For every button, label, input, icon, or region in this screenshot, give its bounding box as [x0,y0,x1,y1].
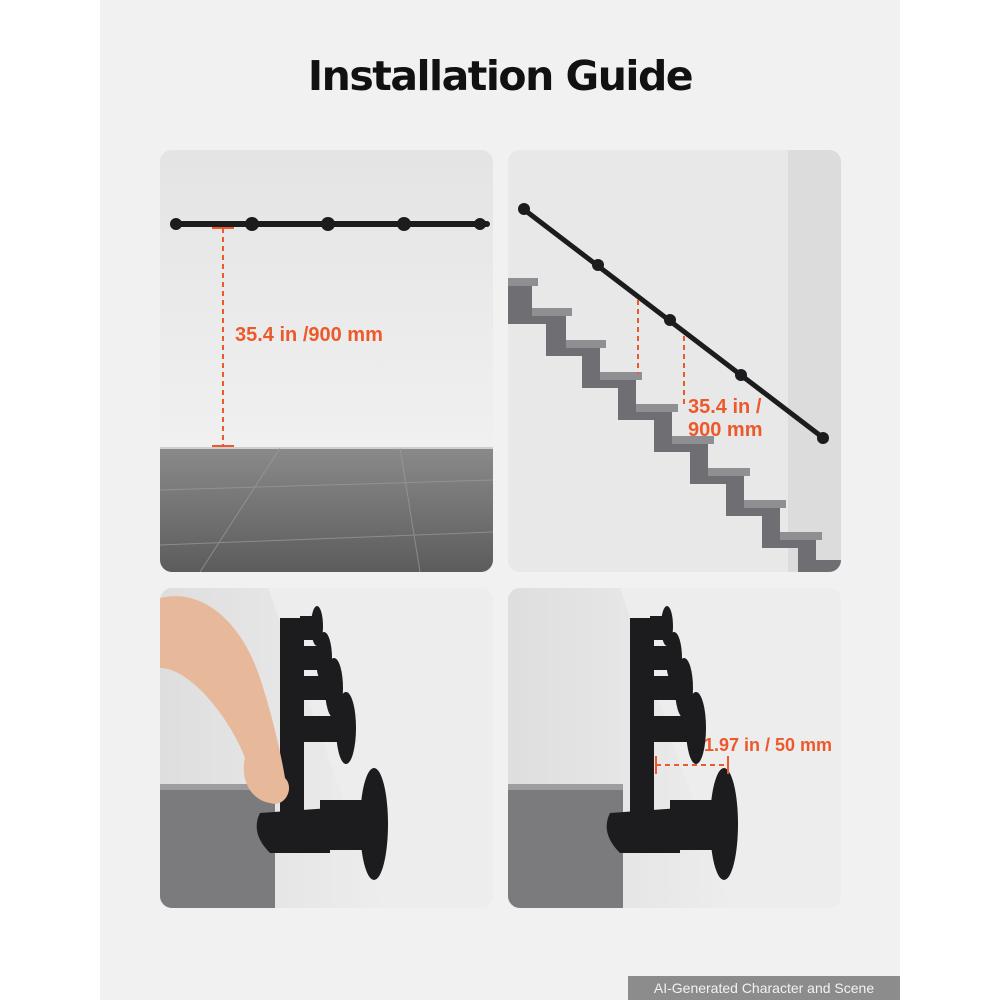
panel-wall-height [160,150,493,572]
panel-hand-grip [160,588,493,908]
infographic-canvas [100,0,900,1000]
stair-height-label-line2: 900 mm [688,419,763,441]
wall-clearance-label: 1.97 in / 50 mm [704,735,833,755]
stair-height-label [688,396,763,442]
panel-stair-height [508,150,841,572]
wall-height-label: 35.4 in /900 mm [235,324,383,346]
stair-height-label-line1: 35.4 in / [688,396,762,418]
wall-railing-illustration [160,150,493,572]
panel-wall-clearance [508,588,841,908]
stair-railing-illustration [508,150,841,572]
page-title: Installation Guide [307,52,693,100]
ai-generated-note: AI-Generated Character and Scene [628,976,900,1000]
hand-grip-illustration [160,588,493,908]
